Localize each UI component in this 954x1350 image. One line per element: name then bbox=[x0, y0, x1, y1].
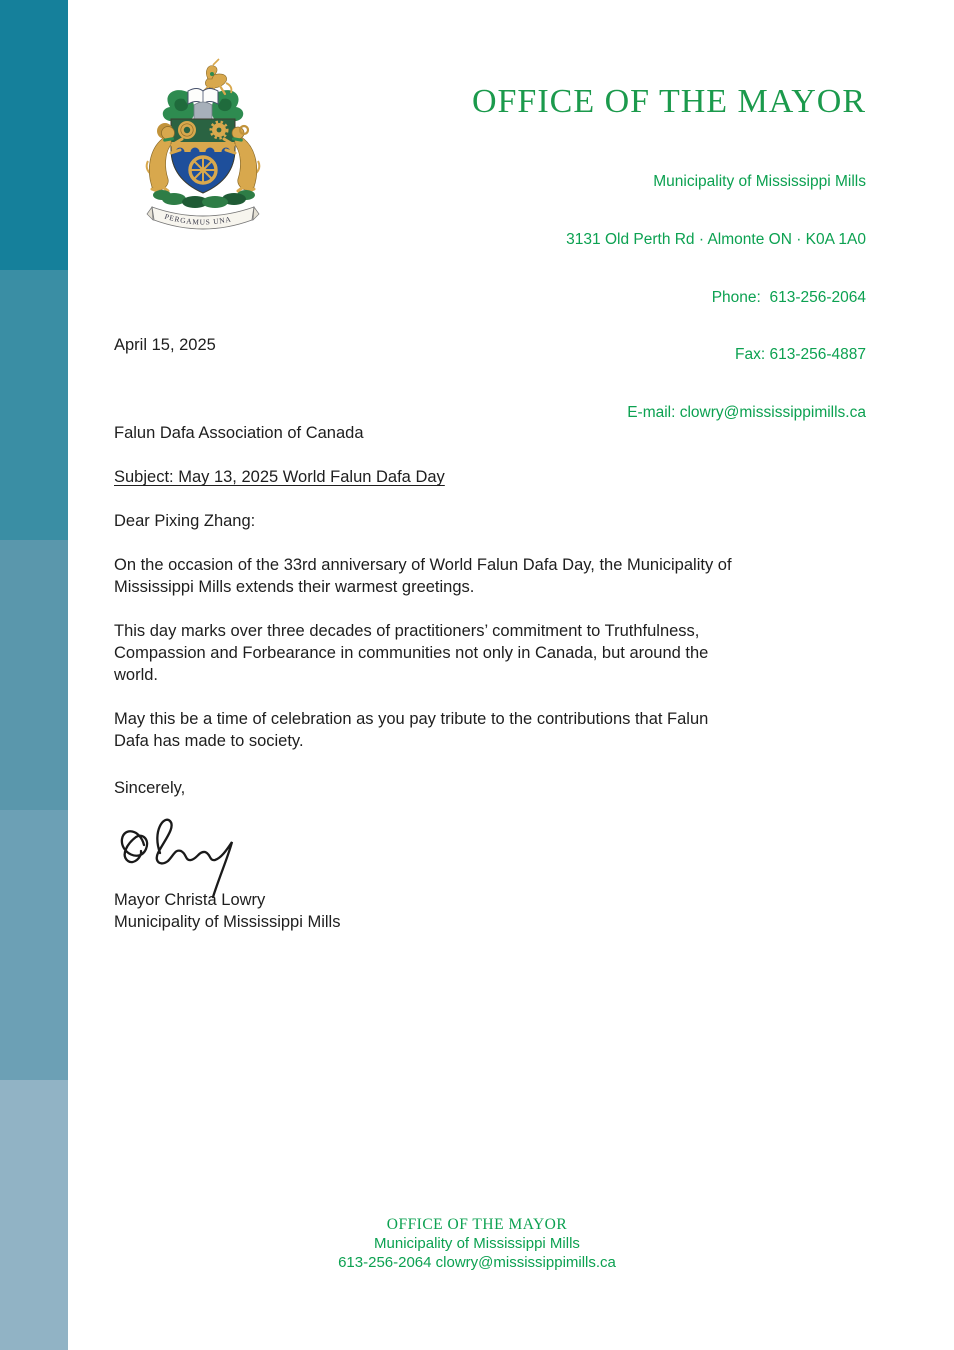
municipal-coat-of-arms bbox=[140, 56, 266, 250]
letter-salutation: Dear Pixing Zhang: bbox=[114, 512, 256, 530]
letter-paragraph-1: On the occasion of the 33rd anniversary of World Falun Dafa Day, the Municipality of Mississippi Mills extends their warmest greetings. bbox=[114, 556, 732, 596]
signature-block bbox=[114, 811, 862, 895]
helmet-icon bbox=[194, 102, 212, 119]
sidebar-band-4 bbox=[0, 810, 68, 1080]
signer-organization: Municipality of Mississippi Mills bbox=[114, 913, 341, 931]
letter-subject: Subject: May 13, 2025 World Falun Dafa Day bbox=[114, 468, 445, 486]
contact-line-org: Municipality of Mississippi Mills bbox=[653, 173, 866, 191]
page-title: OFFICE OF THE MAYOR bbox=[471, 83, 866, 120]
contact-line-address: 3131 Old Perth Rd · Almonte ON · K0A 1A0 bbox=[566, 231, 866, 249]
footer-office-line: OFFICE OF THE MAYOR bbox=[386, 1216, 568, 1233]
footer-contact-line: 613-256-2064 clowry@mississippimills.ca bbox=[338, 1254, 616, 1271]
contact-line-fax: Fax: 613-256-4887 bbox=[735, 346, 866, 364]
letter-paragraph-3: May this be a time of celebration as you pay tribute to the contributions that Falun Dafa has made to society. bbox=[114, 710, 709, 750]
page-footer bbox=[0, 1215, 954, 1272]
sidebar-band-1 bbox=[0, 0, 68, 270]
letter-paragraph-2: This day marks over three decades of practitioners’ commitment to Truthfulness, Compassion and Forbearance in communities not only in Canada, but around the world. bbox=[114, 622, 709, 684]
letter-closing: Sincerely, bbox=[114, 779, 186, 797]
crest-motto: PERGAMUS UNA bbox=[163, 211, 233, 227]
motto-scroll bbox=[147, 207, 259, 229]
sidebar-stripe bbox=[0, 0, 68, 1350]
letter-body bbox=[114, 334, 862, 933]
contact-line-phone: Phone: 613-256-2064 bbox=[711, 288, 866, 306]
sidebar-band-3 bbox=[0, 540, 68, 810]
sidebar-band-2 bbox=[0, 270, 68, 540]
letter-recipient: Falun Dafa Association of Canada bbox=[114, 424, 364, 442]
signer-name: Mayor Christa Lowry bbox=[114, 891, 266, 909]
footer-municipality-line: Municipality of Mississippi Mills bbox=[374, 1235, 580, 1252]
letter-date: April 15, 2025 bbox=[114, 336, 216, 354]
shield-icon bbox=[171, 119, 235, 193]
contact-line-email: E-mail: clowry@mississippimills.ca bbox=[627, 403, 866, 421]
